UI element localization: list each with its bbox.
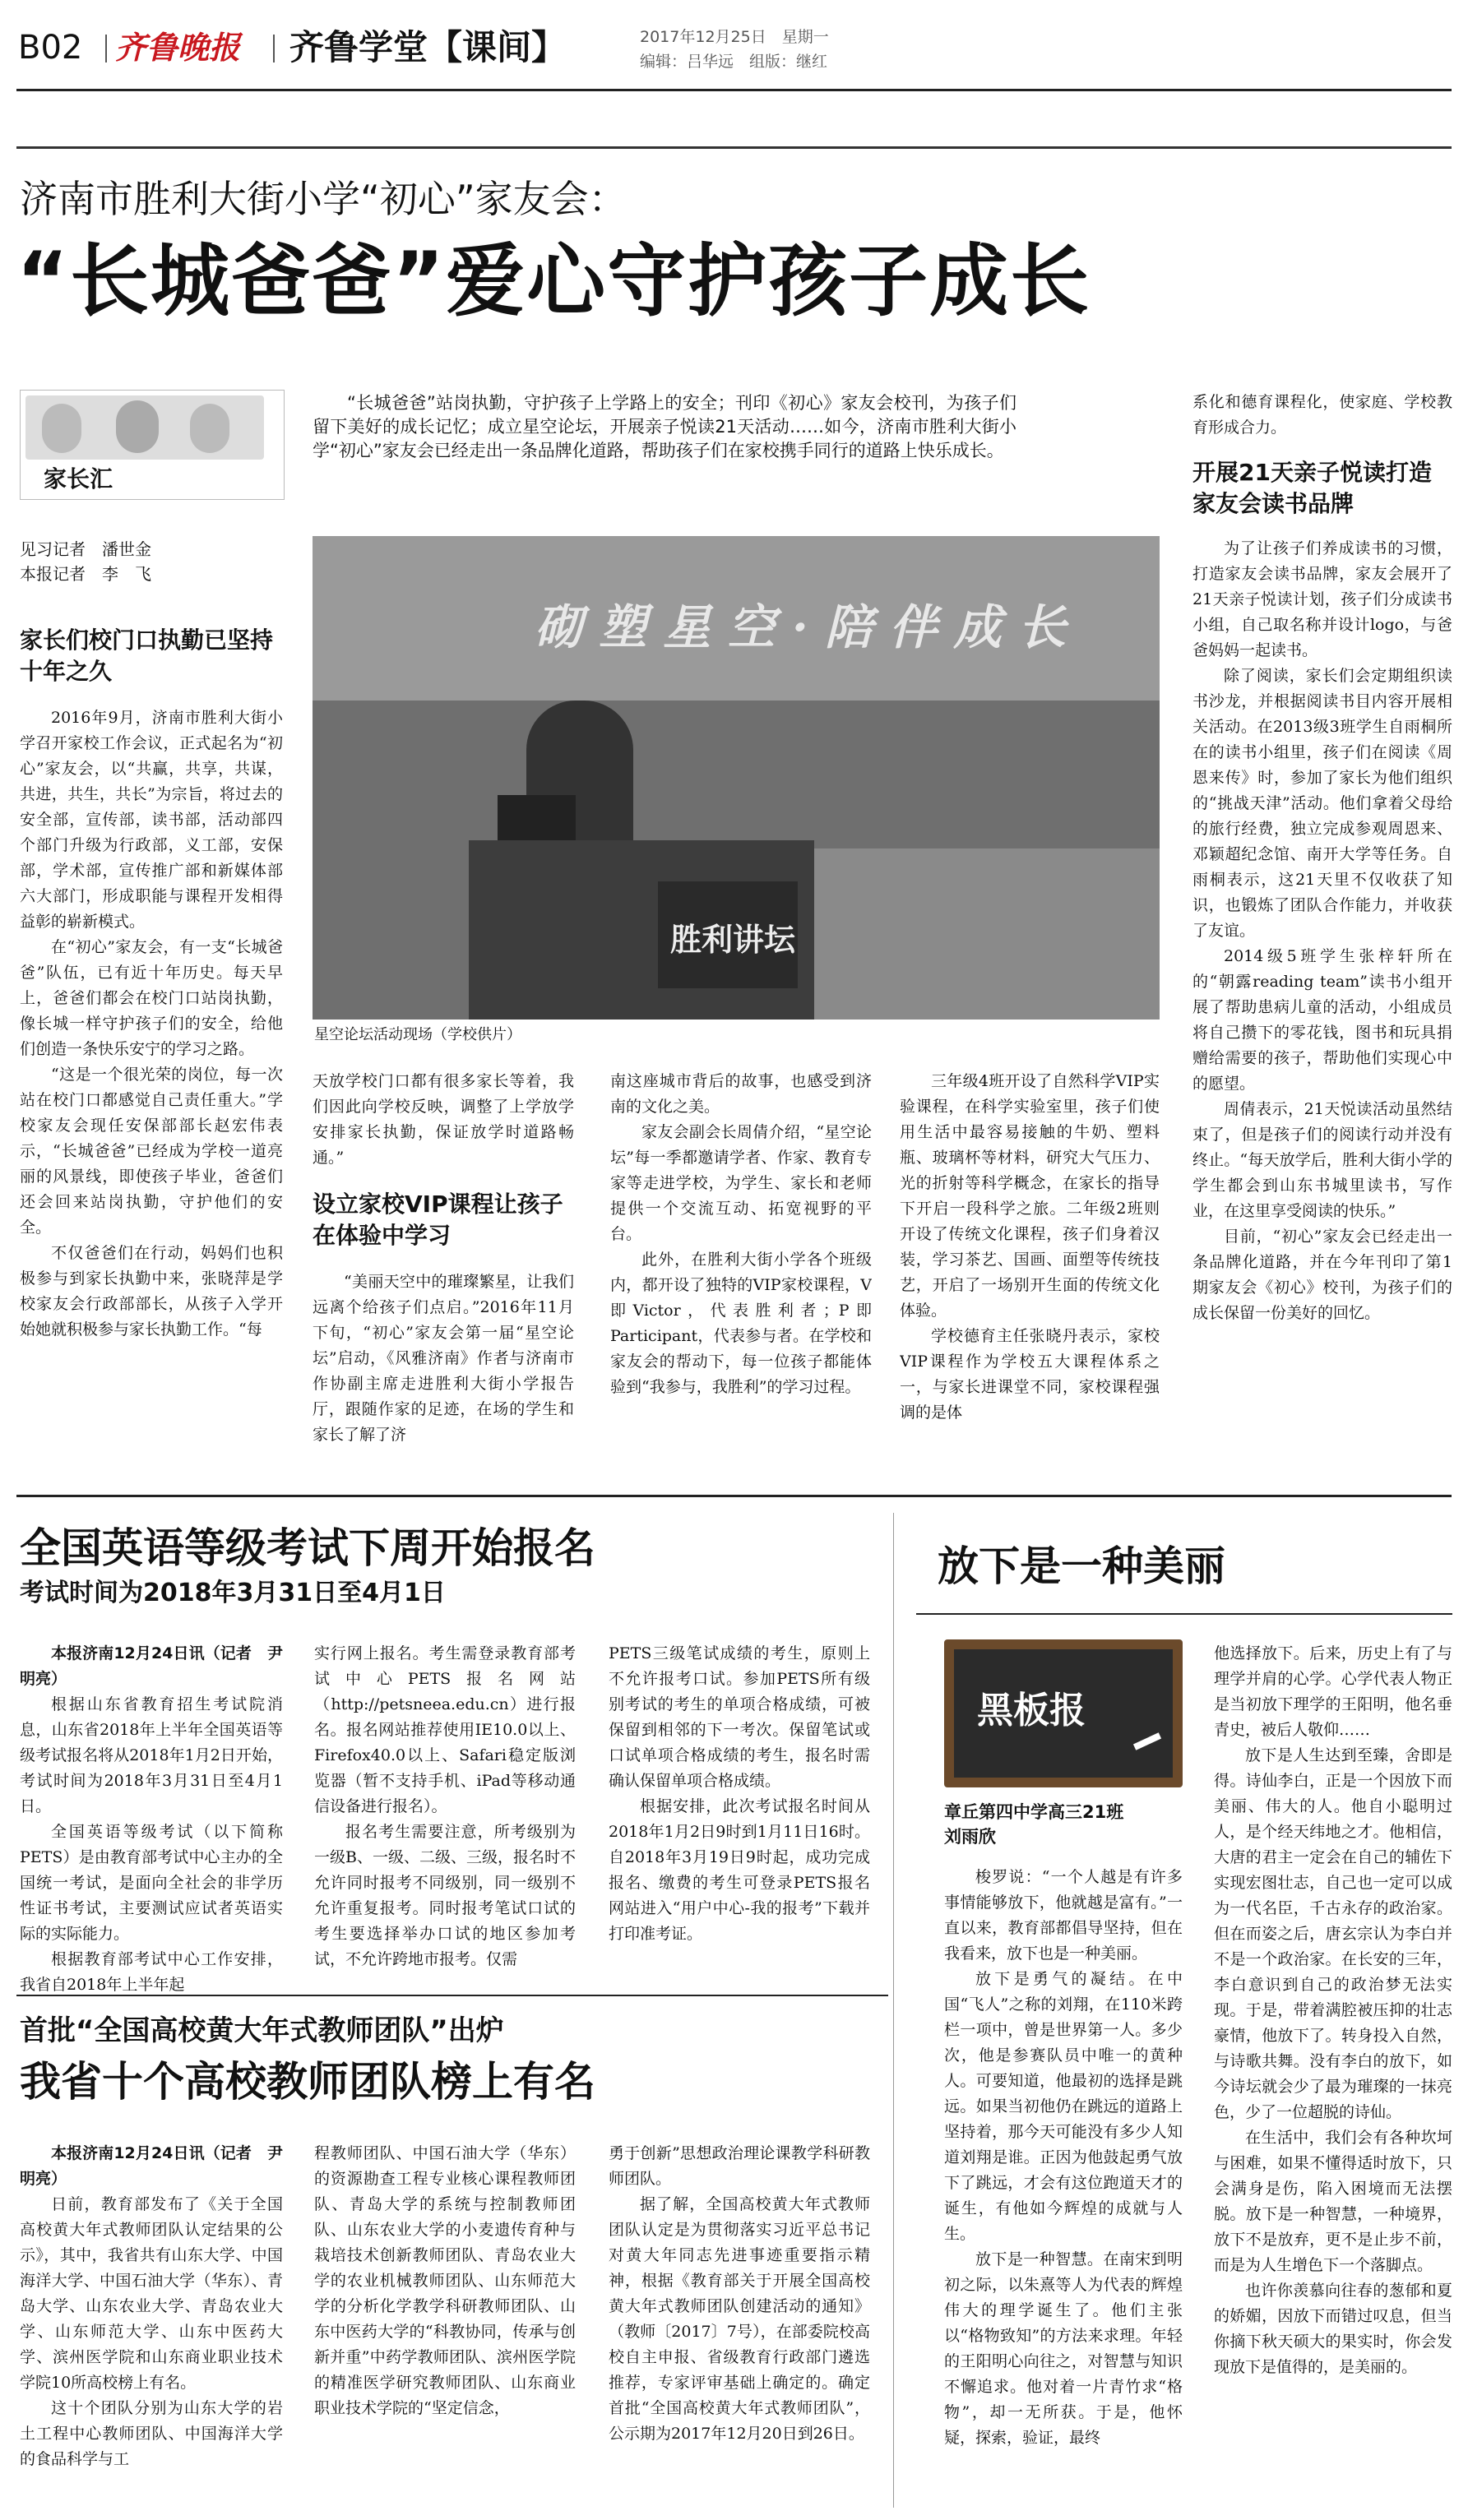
story1-subhead-1: 家长们校门口执勤已坚持十年之久 — [20, 627, 274, 685]
paragraph: 2016年9月，济南市胜利大街小学召开家校工作会议，正式起名为“初心”家友会，以“共赢，共享，共谋，共进，共生，共长”为宗旨，将过去的安全部，宣传部，读书部，活动部四个部门升级为行政部，义工部，安保部，学术部，宣传推广部和新媒体部六大部门，形成职能与课程开发相得益彰的崭新模式。 — [20, 709, 283, 931]
story2-bottom-rule — [16, 1995, 888, 1996]
story4-author: 刘雨欣 — [944, 1827, 996, 1847]
paragraph: 除了阅读，家长们会定期组织读书沙龙，并根据阅读书目内容开展相关活动。在2013级3班学生自雨桐所在的读书小组里，孩子们在阅读《周恩来传》时，参加了家长为他们组织的“挑战天津”活动。他们拿着父母给的旅行经费，独立完成参观周恩来、邓颖超纪念馆、南开大学等任务。自雨桐表示，这21天里不仅收获了知识，也锻炼了团队合作能力，并收获了友谊。 — [1192, 667, 1452, 940]
paragraph: 三年级4班开设了自然科学VIP实验课程，在科学实验室里，孩子们使用生活中最容易接触的牛奶、塑料瓶、玻璃杯等材料，研究大气压力、光的折射等科学概念，在家长的指导下开启一段科学之旅。二年级2班则开设了传统文化课程，孩子们身着汉装，学习茶艺、国画、面塑等传统技艺，开启了一场别开生面的传统文化体验。 — [900, 1072, 1160, 1320]
paragraph: 也许你羡慕向往春的葱郁和夏的娇媚，因放下而错过叹息，但当你摘下秋天硕大的果实时，你会发现放下是值得的，是美丽的。 — [1214, 2282, 1452, 2376]
story1-col-1 — [20, 705, 283, 1478]
story2-dateline: 本报济南12月24日讯（记者 尹明亮） — [20, 1644, 283, 1688]
story4-col-2 — [1214, 1641, 1452, 2511]
face-icon — [42, 404, 81, 453]
story4-school: 章丘第四中学高三21班 — [944, 1802, 1124, 1822]
paragraph: 根据山东省教育招生考试院消息，山东省2018年上半年全国英语等级考试报名将从2018年1月2日开始，考试时间为2018年3月31日至4月1日。 — [20, 1695, 283, 1815]
blackboard-logo — [944, 1639, 1183, 1787]
paragraph: 周倩表示，21天悦读活动虽然结束了，但是孩子们的阅读行动并没有终止。“每天放学后，胜利大街小学的学生都会到山东书城里读书，写作业，在这里享受阅读的快乐。” — [1192, 1100, 1452, 1220]
story1-byline-2: 本报记者 李 飞 — [20, 564, 151, 584]
story2-col-2 — [314, 1641, 576, 2026]
face-icon — [190, 404, 229, 453]
story4-top-rule — [916, 1613, 1452, 1615]
photo-banner-text: 砌 塑 星 空 · 陪 伴 成 长 — [535, 599, 1066, 655]
paragraph: 不仅爸爸们在行动，妈妈们也积极参与到家长执勤中来，张晓萍是学校家友会行政部部长，从孩子入学开始她就积极参与家长执勤工作。“每 — [20, 1244, 283, 1339]
paragraph: 在生活中，我们会有各种坎坷与困难，如果不懂得适时放下，只会满身是伤，陷入困境而无法摆脱。放下是一种智慧，一种境界，放下不是放弃，更不是止步不前，而是为人生增色下一个落脚点。 — [1214, 2129, 1452, 2274]
paragraph: 实行网上报名。考生需登录教育部考试中心PETS报名网站（http://petsneea.edu.cn）进行报名。报名网站推荐使用IE10.0以上、Firefox40.0以上、Safari稳定版浏览器（暂不支持手机、iPad等移动通信设备进行报名）。 — [314, 1644, 576, 1815]
paragraph: 日前，教育部发布了《关于全国高校黄大年式教师团队认定结果的公示》，其中，我省共有山东大学、中国海洋大学、中国石油大学（华东）、青岛大学、山东农业大学、青岛农业大学、山东师范大学、山东中医药大学、滨州医学院和山东商业职业技术学院10所高校榜上有名。 — [20, 2195, 283, 2392]
header-rule — [16, 89, 1452, 91]
story1-subhead-2: 设立家校VIP课程让孩子在体验中学习 — [313, 1191, 563, 1249]
story3-col-2 — [314, 2141, 576, 2511]
editor-line: 编辑：吕华远 组版：继红 — [640, 53, 828, 71]
column-logo — [20, 390, 285, 500]
paragraph: “这是一个很光荣的岗位，每一次站在校门口都感觉自己责任重大。”学校家友会现任安保部部长赵宏伟表示，“长城爸爸”已经成为学校一道亮丽的风景线，即使孩子毕业，爸爸们还会回来站岗执勤，守护他们的安全。 — [20, 1066, 283, 1237]
story1-photo-caption: 星空论坛活动现场（学校供片） — [314, 1026, 521, 1043]
story1-col-4 — [900, 1069, 1160, 1477]
paragraph: 放下是人生达到至臻，舍即是得。诗仙李白，正是一个因放下而美丽、伟大的人。他自小聪明过人，是个经天纬地之才。他相信，大唐的君主一定会在自己的辅佐下实现宏图壮志，自己也一定可以成为一代名臣，千古永存的政治家。但在而姿之后，唐玄宗认为李白并不是一个政治家。在长安的三年，李白意识到自己的政治梦无法实现。于是，带着满腔被压抑的壮志豪情，他放下了。转身投入自然，与诗歌共舞。没有李白的放下，如今诗坛就会少了最为璀璨的一抹亮色，少了一位超脱的诗仙。 — [1214, 1746, 1452, 2121]
paragraph: 他选择放下。后来，历史上有了与理学并肩的心学。心学代表人物正是当初放下理学的王阳明，他名垂青史，被后人敬仰…… — [1214, 1644, 1452, 1739]
page-number: B02 — [18, 29, 83, 67]
story4-headline: 放下是一种美丽 — [938, 1542, 1225, 1590]
photo-floor — [814, 848, 1160, 1020]
story1-col-5a — [1192, 390, 1452, 442]
story1-col-2 — [313, 1069, 574, 1171]
story1-bottom-rule — [16, 1495, 1452, 1497]
face-icon — [116, 400, 159, 453]
story1-col-2b — [313, 1269, 574, 1477]
paragraph: 根据教育部考试中心工作安排，我省自2018年上半年起 — [20, 1950, 283, 1994]
paragraph: 系化和德育课程化，使家庭、学校教育形成合力。 — [1192, 393, 1452, 437]
paragraph: 此外，在胜利大街小学各个班级内，都开设了独特的VIP家校课程，V即Victor，代表胜利者；P即Participant，代表参与者。在学校和家友会的帮动下，每一位孩子都能体验到“我参与，我胜利”的学习过程。 — [610, 1251, 872, 1396]
story2-subhead: 考试时间为2018年3月31日至4月1日 — [20, 1579, 446, 1607]
paragraph: 南这座城市背后的故事，也感受到济南的文化之美。 — [610, 1072, 872, 1116]
paragraph: 天放学校门口都有很多家长等着，我们因此向学校反映，调整了上学放学安排家长执勤，保证放学时道路畅通。” — [313, 1072, 574, 1167]
paragraph: 勇于创新”思想政治理论课教学科研教师团队。 — [609, 2144, 870, 2188]
story1-photo — [313, 536, 1160, 1020]
paragraph: 全国英语等级考试（以下简称PETS）是由教育部考试中心主办的全国统一考试，是面向全社会的非学历性证书考试，主要测试应试者英语实际的实际能力。 — [20, 1823, 283, 1943]
story3-kicker: 首批“全国高校黄大年式教师团队”出炉 — [20, 2014, 504, 2047]
story3-dateline: 本报济南12月24日讯（记者 尹明亮） — [20, 2144, 283, 2188]
paragraph: 学校德育主任张晓丹表示，家校VIP课程作为学校五大课程体系之一，与家长进课堂不同，家校课程强调的是体 — [900, 1327, 1160, 1422]
paragraph: 2014级5班学生张梓轩所在的“朝露reading team”读书小组开展了帮助患病儿童的活动，小组成员将自己攒下的零花钱，图书和玩具捐赠给需要的孩子，帮助他们实现心中的愿望。 — [1192, 947, 1452, 1093]
header-divider — [105, 35, 107, 62]
story1-byline-1: 见习记者 潘世金 — [20, 539, 151, 559]
paragraph: 家友会副会长周倩介绍，“星空论坛”每一季都邀请学者、作家、教育专家等走进学校，为学生、家长和老师提供一个交流互动、拓宽视野的平台。 — [610, 1123, 872, 1243]
story3-headline: 我省十个高校教师团队榜上有名 — [20, 2058, 595, 2106]
finger-faces-illustration — [25, 395, 264, 460]
story3-col-3 — [609, 2141, 870, 2511]
story1-col-5b — [1192, 536, 1452, 1477]
paragraph: 根据安排，此次考试报名时间从2018年1月2日9时到1月11日16时。自2018年3月19日9时起，成功完成报名、缴费的考生可登录PETS报名网站进入“用户中心-我的报考”下载并打印准考证。 — [609, 1797, 870, 1943]
story1-subhead-3: 开展21天亲子悦读打造家友会读书品牌 — [1192, 459, 1432, 517]
paragraph: 报名考生需要注意，所考级别为一级B、一级、二级、三级，报名时不允许同时报考不同级别，同一级别不允许重复报考。同时报考笔试口试的考生要选择举办口试的地区参加考试，不允许跨地市报考。仅需 — [314, 1823, 576, 1968]
header-divider-2 — [273, 35, 275, 62]
paragraph: 放下是勇气的凝结。在中国“飞人”之称的刘翔，在110米跨栏一项中，曾是世界第一人。多少次，他是参赛队员中唯一的黄种人。可要知道，他最初的选择是跳远。如果当初他仍在跳远的道路上坚持着，那今天可能没有多少人知道刘翔是谁。正因为他鼓起勇气放下了跳远，才会有这位跑道天才的诞生，有他如今辉煌的成就与人生。 — [944, 1970, 1183, 2243]
paragraph: 这十个团队分别为山东大学的岩土工程中心教师团队、中国海洋大学的食品科学与工 — [20, 2399, 283, 2468]
story1-headline: “长城爸爸”爱心守护孩子成长 — [16, 235, 1091, 327]
story4-col-1 — [944, 1865, 1183, 2511]
date-line: 2017年12月25日 星期一 — [640, 28, 829, 46]
story1-col-3 — [610, 1069, 872, 1477]
paragraph: 程教师团队、中国石油大学（华东）的资源勘查工程专业核心课程教师团队、青岛大学的系统与控制教师团队、山东农业大学的小麦遗传育种与栽培技术创新教师团队、青岛农业大学的农业机械教师团队、山东师范大学的分析化学教学科研教师团队、山东中医药大学的“科教协同，传承与创新并重”中药学教师团队、滨州医学院的精准医学研究教师团队、山东商业职业技术学院的“坚定信念， — [314, 2144, 576, 2417]
blackboard-label: 黑板报 — [977, 1690, 1086, 1732]
story4-left-divider — [893, 1513, 894, 2508]
paragraph: 据了解，全国高校黄大年式教师团队认定是为贯彻落实习近平总书记对黄大年同志先进事迹重要指示精神，根据《教育部关于开展全国高校黄大年式教师团队创建活动的通知》（教师〔2017〕7号），在部委院校高校自主申报、省级教育行政部门遴选推荐，专家评审基础上确定的。确定首批“全国高校黄大年式教师团队”，公示期为2017年12月20日到26日。 — [609, 2195, 870, 2443]
paragraph: 目前，“初心”家友会已经走出一条品牌化道路，并在今年刊印了第1期家友会《初心》校刊，为孩子们的成长保留一份美好的回忆。 — [1192, 1228, 1452, 1322]
story2-col-1 — [20, 1641, 283, 2026]
paper-logo: 齐鲁晚报 — [115, 29, 241, 66]
story3-col-1 — [20, 2141, 283, 2511]
column-tag: 家长汇 — [44, 465, 113, 492]
story2-col-3 — [609, 1641, 870, 2026]
podium-sign-text: 胜利讲坛 — [670, 921, 796, 958]
paragraph: 放下是一种智慧。在南宋到明初之际，以朱熹等人为代表的辉煌伟大的理学诞生了。他们主张以“格物致知”的方法来求理。年轻的王阳明心向往之，对智慧与知识不懈追求。他对着一片青竹求“格物”，却一无所获。于是，他怀疑，探索，验证，最终 — [944, 2250, 1183, 2447]
paragraph: 梭罗说：“一个人越是有许多事情能够放下，他就越是富有。”一直以来，教育部都倡导坚持，但在我看来，放下也是一种美丽。 — [944, 1868, 1183, 1963]
paragraph: 为了让孩子们养成读书的习惯，打造家友会读书品牌，家友会展开了21天亲子悦读计划，孩子们分成读书小组，自己取名称并设计logo，与爸爸妈妈一起读书。 — [1192, 539, 1452, 659]
story1-top-rule — [16, 146, 1452, 149]
story1-kicker: 济南市胜利大街小学“初心”家友会： — [20, 177, 627, 221]
story1-lead: “长城爸爸”站岗执勤，守护孩子上学路上的安全；刊印《初心》家友会校刊，为孩子们留下美好的成长记忆；成立星空论坛，开展亲子悦读21天活动……如今，济南市胜利大街小学“初心”家友会已经走出一条品牌化道路，帮助孩子们在家校携手同行的道路上快乐成长。 — [313, 393, 1016, 460]
paragraph: 在“初心”家友会，有一支“长城爸爸”队伍，已有近十年历史。每天早上，爸爸们都会在校门口站岗执勤，像长城一样守护孩子们的安全，给他们创造一条快乐安宁的学习之路。 — [20, 938, 283, 1058]
story2-headline: 全国英语等级考试下周开始报名 — [20, 1524, 595, 1572]
section-title: 齐鲁学堂【课间】 — [289, 27, 567, 67]
paragraph: “美丽天空中的璀璨繁星，让我们远离个给孩子们点启。”2016年11月下旬，“初心”家友会第一届“星空论坛”启动，《风雅济南》作者与济南市作协副主席走进胜利大街小学报告厅，跟随作家的足迹，在场的学生和家长了解了济 — [313, 1273, 574, 1444]
paragraph: PETS三级笔试成绩的考生，原则上不允许报考口试。参加PETS所有级别考试的考生的单项合格成绩，可被保留到相邻的下一考次。保留笔试或口试单项合格成绩的考生，报名时需确认保留单项合格成绩。 — [609, 1644, 870, 1790]
